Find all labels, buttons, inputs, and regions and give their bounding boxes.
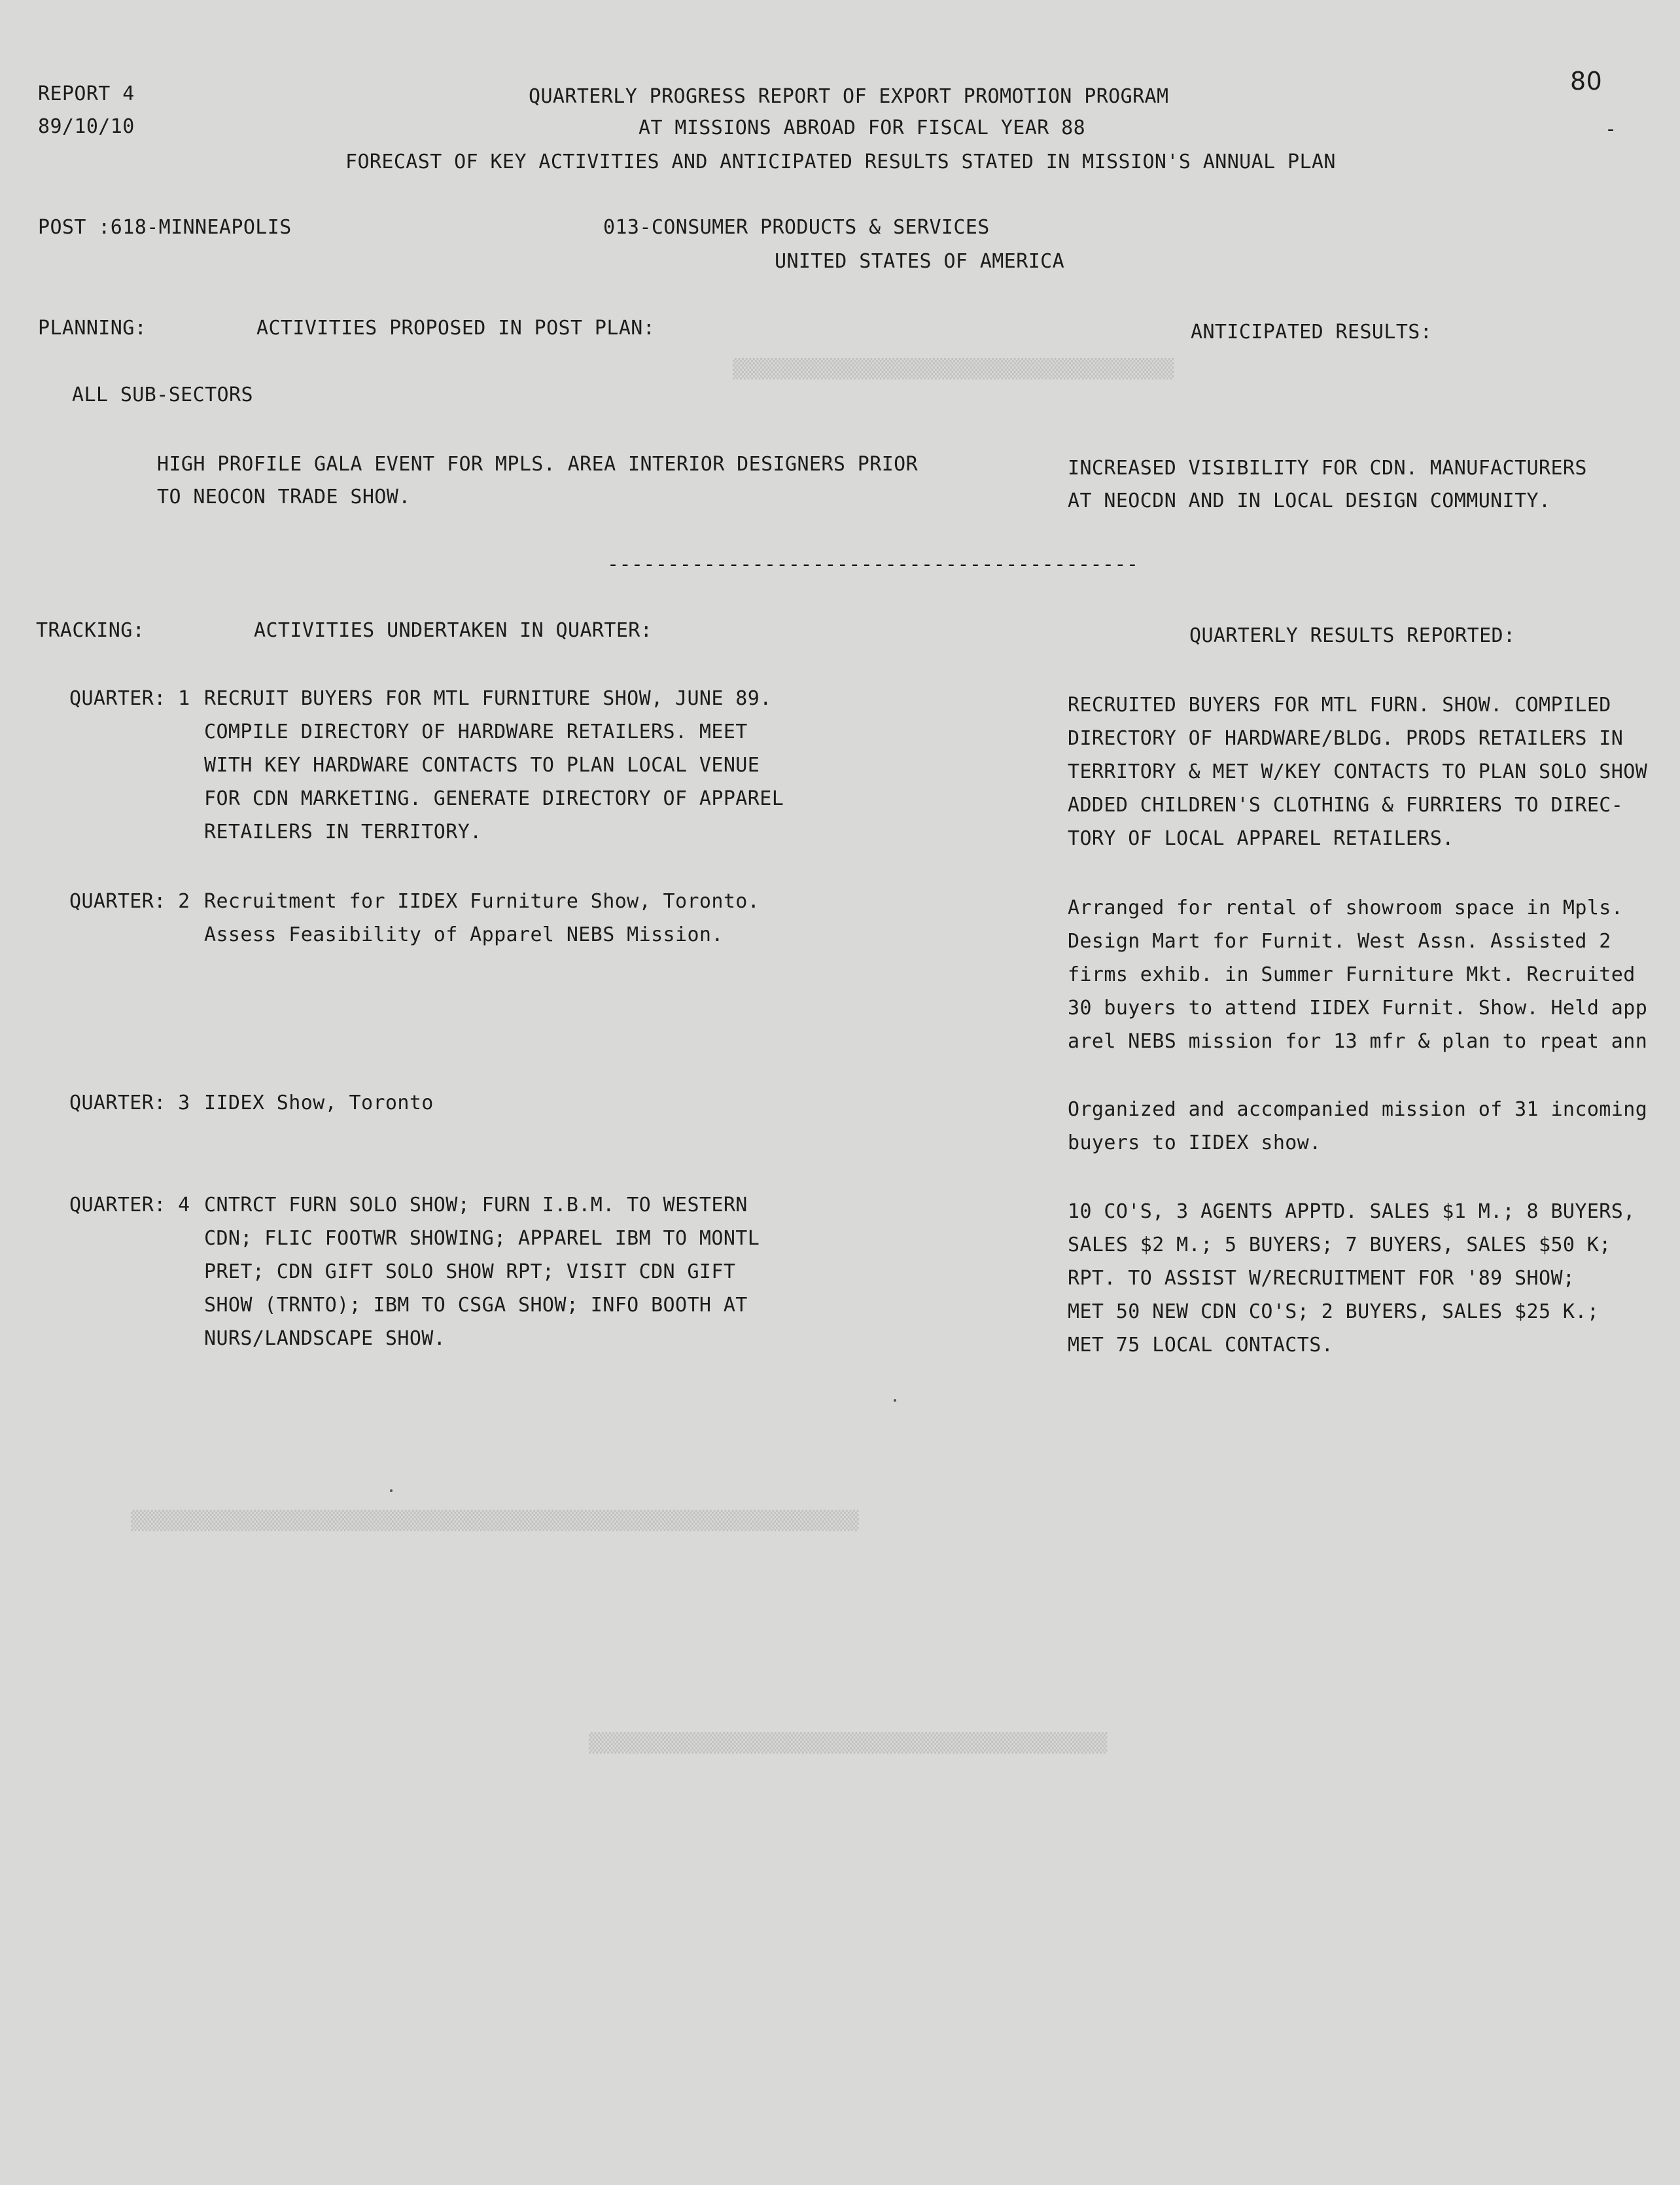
quarter-result-line: DIRECTORY OF HARDWARE/BLDG. PRODS RETAILERS IN [1068, 727, 1624, 750]
quarter-result-line: SALES $2 M.; 5 BUYERS; 7 BUYERS, SALES $50 K; [1068, 1234, 1611, 1256]
quarter-result-line: 10 CO'S, 3 AGENTS APPTD. SALES $1 M.; 8 BUYERS, [1068, 1200, 1636, 1223]
quarter-result-line: MET 75 LOCAL CONTACTS. [1068, 1334, 1334, 1357]
report-title-line-2: AT MISSIONS ABROAD FOR FISCAL YEAR 88 [639, 116, 1086, 139]
quarter-activity-line: IIDEX Show, Toronto [204, 1092, 434, 1114]
planning-activity-line: HIGH PROFILE GALA EVENT FOR MPLS. AREA INTERIOR DESIGNERS PRIOR [157, 453, 919, 476]
quarter-activity-line: CDN; FLIC FOOTWR SHOWING; APPAREL IBM TO MONTL [204, 1227, 760, 1250]
quarter-activity-line: CNTRCT FURN SOLO SHOW; FURN I.B.M. TO WESTERN [204, 1194, 748, 1217]
quarter-result-line: arel NEBS mission for 13 mfr & plan to rpeat ann [1068, 1030, 1648, 1053]
sector-name: 013-CONSUMER PRODUCTS & SERVICES [603, 216, 990, 239]
quarter-result-line: TERRITORY & MET W/KEY CONTACTS TO PLAN SOLO SHOW [1068, 760, 1648, 783]
country-name: UNITED STATES OF AMERICA [775, 250, 1065, 273]
bleed-through-texture: ▒▒▒▒▒▒▒▒▒▒▒▒▒▒▒▒▒▒▒▒▒▒▒▒▒▒▒▒▒▒▒▒▒▒▒▒▒▒▒▒ [733, 358, 1174, 380]
report-number: REPORT 4 [38, 82, 135, 105]
quarter-result-line: RECRUITED BUYERS FOR MTL FURN. SHOW. COMPILED [1068, 694, 1611, 717]
tracking-label: TRACKING: [36, 619, 145, 642]
quarter-activity-line: Recruitment for IIDEX Furniture Show, Toronto. [204, 890, 760, 913]
post-name: POST :618-MINNEAPOLIS [38, 216, 292, 239]
report-date: 89/10/10 [38, 115, 135, 138]
quarter-result-line: Organized and accompanied mission of 31 incoming [1068, 1098, 1648, 1121]
planning-result-line: AT NEOCDN AND IN LOCAL DESIGN COMMUNITY. [1068, 489, 1551, 512]
quarter-result-line: TORY OF LOCAL APPAREL RETAILERS. [1068, 827, 1454, 850]
planning-activities-heading: ACTIVITIES PROPOSED IN POST PLAN: [256, 317, 656, 340]
scan-speck [390, 1489, 393, 1492]
planning-activity-line: TO NEOCON TRADE SHOW. [157, 486, 411, 508]
quarter-label: QUARTER: 1 [69, 687, 190, 710]
quarter-activity-line: NURS/LANDSCAPE SHOW. [204, 1327, 446, 1350]
report-title-line-3: FORECAST OF KEY ACTIVITIES AND ANTICIPATED RESULTS STATED IN MISSION'S ANNUAL PLAN [345, 151, 1336, 173]
page-number: 80 [1570, 67, 1603, 96]
scan-speck [894, 1399, 896, 1402]
quarter-activity-line: SHOW (TRNTO); IBM TO CSGA SHOW; INFO BOOTH AT [204, 1294, 748, 1317]
quarter-activity-line: RECRUIT BUYERS FOR MTL FURNITURE SHOW, JUNE 89. [204, 687, 772, 710]
report-title-line-1: QUARTERLY PROGRESS REPORT OF EXPORT PROMOTION PROGRAM [529, 85, 1169, 108]
quarter-activity-line: FOR CDN MARKETING. GENERATE DIRECTORY OF APPAREL [204, 787, 784, 810]
bleed-through-texture: ▒▒▒▒▒▒▒▒▒▒▒▒▒▒▒▒▒▒▒▒▒▒▒▒▒▒▒▒▒▒▒▒▒▒▒▒▒▒▒▒▒▒▒▒▒▒▒ [589, 1732, 1108, 1754]
quarter-activity-line: RETAILERS IN TERRITORY. [204, 821, 482, 844]
quarter-activity-line: COMPILE DIRECTORY OF HARDWARE RETAILERS. MEET [204, 720, 748, 743]
quarter-activity-line: Assess Feasibility of Apparel NEBS Mission. [204, 923, 724, 946]
section-divider: -------------------------------------------- [607, 553, 1139, 576]
tracking-results-heading: QUARTERLY RESULTS REPORTED: [1189, 624, 1516, 647]
quarter-result-line: RPT. TO ASSIST W/RECRUITMENT FOR '89 SHOW; [1068, 1267, 1575, 1290]
quarter-result-line: MET 50 NEW CDN CO'S; 2 BUYERS, SALES $25 K.; [1068, 1300, 1600, 1323]
quarter-result-line: ADDED CHILDREN'S CLOTHING & FURRIERS TO DIREC- [1068, 794, 1624, 817]
quarter-result-line: 30 buyers to attend IIDEX Furnit. Show. Held app [1068, 997, 1648, 1020]
quarter-activity-line: WITH KEY HARDWARE CONTACTS TO PLAN LOCAL VENUE [204, 754, 760, 777]
quarter-result-line: buyers to IIDEX show. [1068, 1131, 1321, 1154]
quarter-result-line: firms exhib. in Summer Furniture Mkt. Recruited [1068, 963, 1636, 986]
page-dash: - [1605, 118, 1617, 141]
quarter-result-line: Arranged for rental of showroom space in Mpls. [1068, 897, 1624, 919]
tracking-activities-heading: ACTIVITIES UNDERTAKEN IN QUARTER: [254, 619, 653, 642]
planning-result-line: INCREASED VISIBILITY FOR CDN. MANUFACTURERS [1068, 457, 1587, 480]
subsector-label: ALL SUB-SECTORS [72, 383, 253, 406]
quarter-label: QUARTER: 3 [69, 1092, 190, 1114]
planning-label: PLANNING: [38, 317, 147, 340]
quarter-label: QUARTER: 4 [69, 1194, 190, 1217]
planning-results-heading: ANTICIPATED RESULTS: [1191, 321, 1433, 344]
bleed-through-texture: ▒▒▒▒▒▒▒▒▒▒▒▒▒▒▒▒▒▒▒▒▒▒▒▒▒▒▒▒▒▒▒▒▒▒▒▒▒▒▒▒▒▒▒▒▒▒▒▒▒▒▒▒▒▒▒▒▒▒▒▒▒▒▒▒▒▒ [131, 1510, 859, 1531]
quarter-activity-line: PRET; CDN GIFT SOLO SHOW RPT; VISIT CDN GIFT [204, 1260, 736, 1283]
quarter-result-line: Design Mart for Furnit. West Assn. Assisted 2 [1068, 930, 1611, 953]
quarter-label: QUARTER: 2 [69, 890, 190, 913]
